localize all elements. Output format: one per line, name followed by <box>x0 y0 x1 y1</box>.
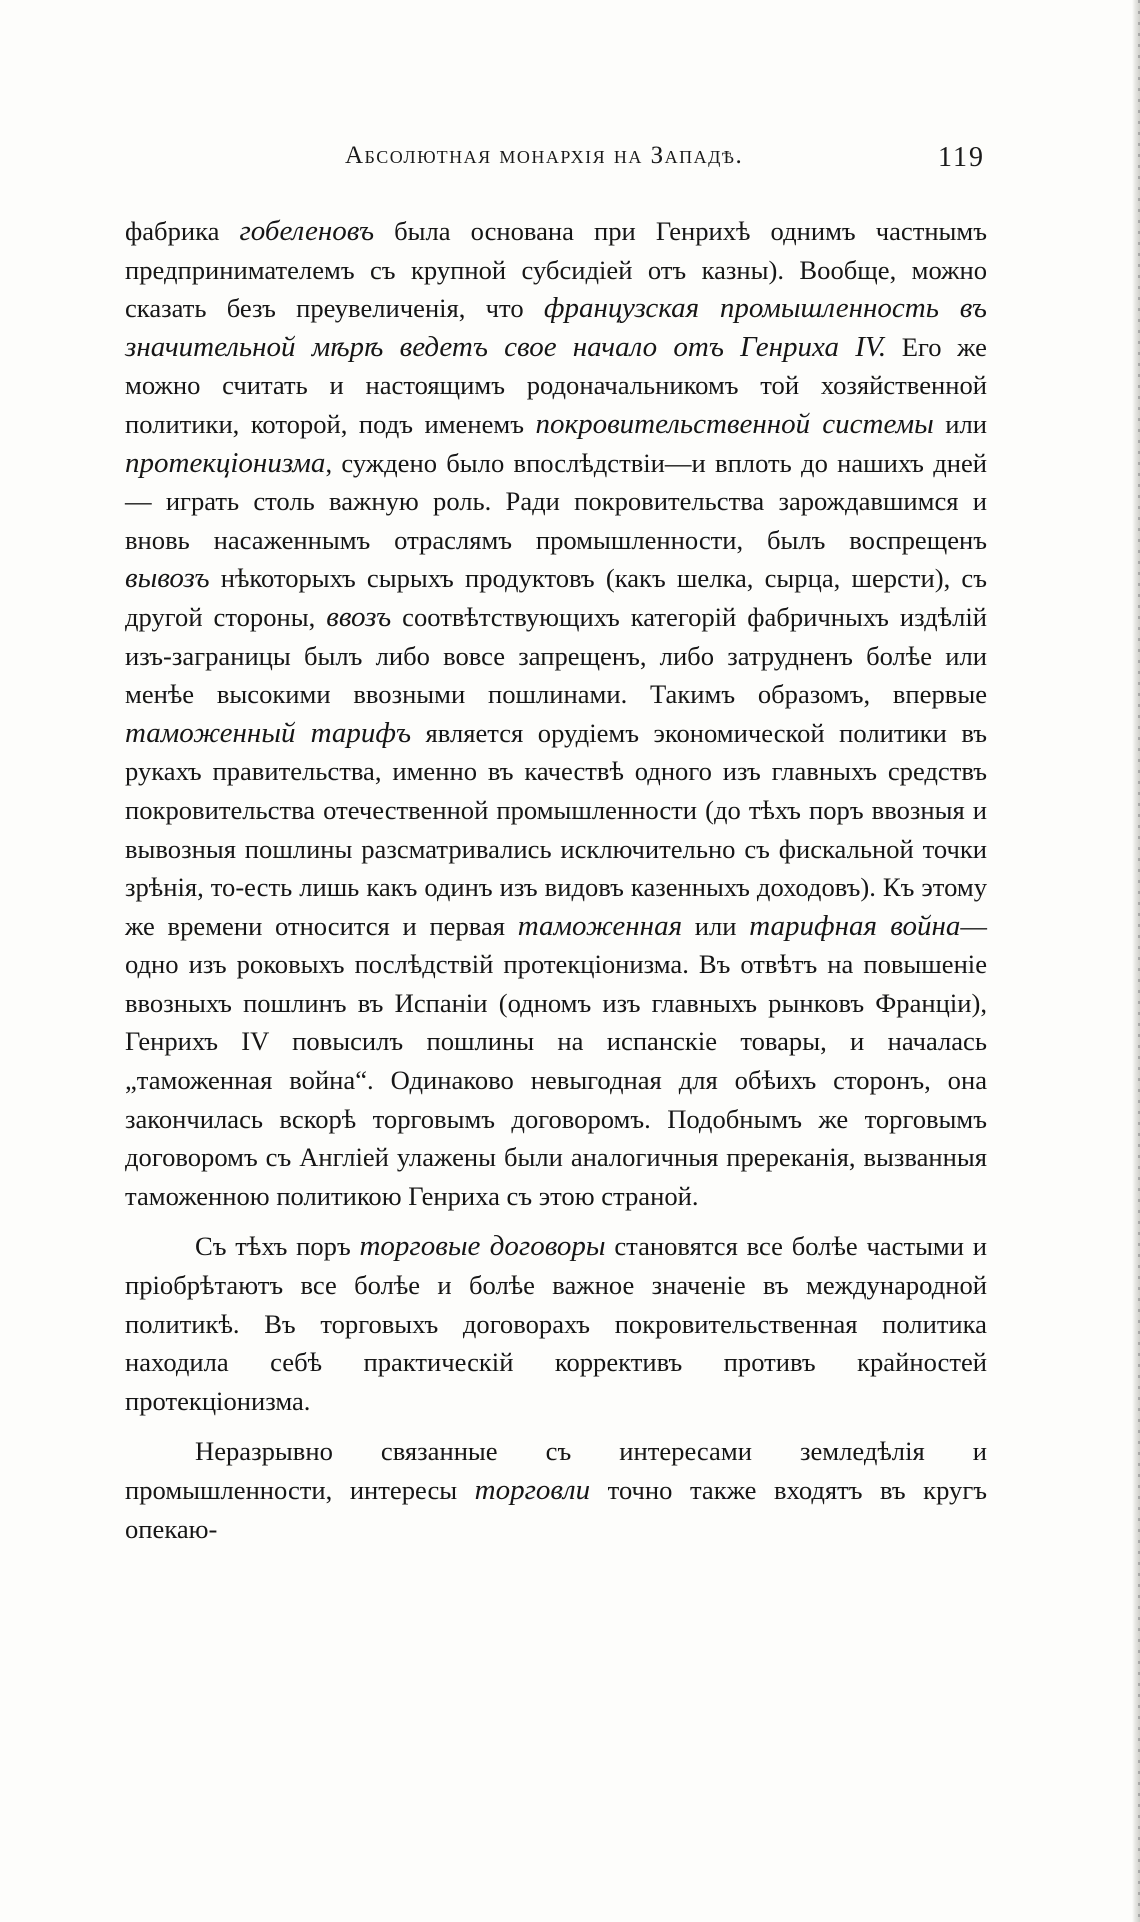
text-run: точно также входятъ въ кругъ опекаю- <box>125 1475 987 1544</box>
paragraph-1 <box>125 212 987 1215</box>
text-run: становятся все болѣе частыми и пріобрѣтаютъ все болѣе и болѣе важное значеніе въ международной политикѣ. Въ торговыхъ договорахъ покровительственная политика находила себѣ практическій коррективъ противъ крайностей протекціонизма. <box>125 1231 987 1416</box>
body-text <box>125 212 987 1548</box>
paragraph-2 <box>125 1227 987 1420</box>
text-run: фабрика <box>125 216 240 246</box>
italic-run: вывозъ <box>125 562 210 595</box>
text-run: или <box>933 408 988 439</box>
text-run: соотвѣтствующихъ категорій фабричныхъ издѣлій изъ-заграницы былъ либо вовсе запрещенъ, либо затрудненъ болѣе или менѣе высокими ввозными пошлинами. Такимъ образомъ, впервые <box>125 601 987 710</box>
text-run: нѣкоторыхъ сырыхъ продуктовъ (какъ шелка, сырца, шерсти), съ другой стороны, <box>125 563 987 632</box>
paragraph-3 <box>125 1432 987 1548</box>
italic-run: таможенный тарифъ <box>125 716 412 749</box>
italic-run: таможенная <box>517 909 683 942</box>
running-title: Абсолютная монархія на Западѣ. <box>345 142 744 169</box>
page-number: 119 <box>938 142 985 173</box>
italic-run: французская промышленность въ значительной мѣрѣ ведетъ свое начало отъ Генриха IV. <box>125 292 987 363</box>
text-run: , суждено было впослѣдствіи—и вплоть до нашихъ дней — играть столь важную роль. Ради покровительства зарождавшимся и вновь насаженнымъ отраслямъ промышленности, былъ воспрещенъ <box>125 447 987 555</box>
text-run: Съ тѣхъ поръ <box>195 1231 360 1262</box>
text-run: является орудіемъ экономической политики въ рукахъ правительства, именно въ качествѣ одного изъ главныхъ средствъ покровительства отечественной промышленности (до тѣхъ поръ ввозныя и вывозныя пошлины разсматривались исключительно съ фискальной точки зрѣнія, то-есть лишь какъ одинъ изъ видовъ казенныхъ доходовъ). Къ этому же времени относится и первая <box>125 717 987 941</box>
text-run: Неразрывно связанные съ интересами земледѣлія и промышленности, интересы <box>125 1436 987 1505</box>
text-run: или <box>682 910 750 941</box>
italic-run: гобеленовъ <box>239 215 375 247</box>
text-run: Его же можно считать и настоящимъ родоначальникомъ той хозяйственной политики, которой, подъ именемъ <box>125 331 987 439</box>
italic-run: ввозъ <box>326 600 392 633</box>
page-header <box>125 142 985 182</box>
italic-run: тарифная война <box>749 909 961 942</box>
text-run: —одно изъ роковыхъ послѣдствій протекціонизма. Въ отвѣтъ на повышеніе ввозныхъ пошлинъ въ Испаніи (одномъ изъ главныхъ рынковъ Франціи), Генрихъ IV повысилъ пошлины на испанскіе товары, и началась „таможенная война“. Одинаково невыгодная для обѣихъ сторонъ, она закончилась вскорѣ торговымъ договоромъ. Подобнымъ же торговымъ договоромъ съ Англіей улажены были аналогичныя пререканія, вызванныя таможенною политикою Генриха съ этою страной. <box>125 910 987 1211</box>
text-run: была основана при Генрихѣ однимъ частнымъ предпринимателемъ съ крупной субсидіей отъ казны). Вообще, можно сказать безъ преувеличенія, что <box>125 216 987 324</box>
italic-run: протекціонизма <box>125 446 326 479</box>
italic-run: покровительственной системы <box>535 407 934 440</box>
italic-run: торговли <box>474 1474 591 1506</box>
italic-run: торговые договоры <box>359 1230 606 1263</box>
